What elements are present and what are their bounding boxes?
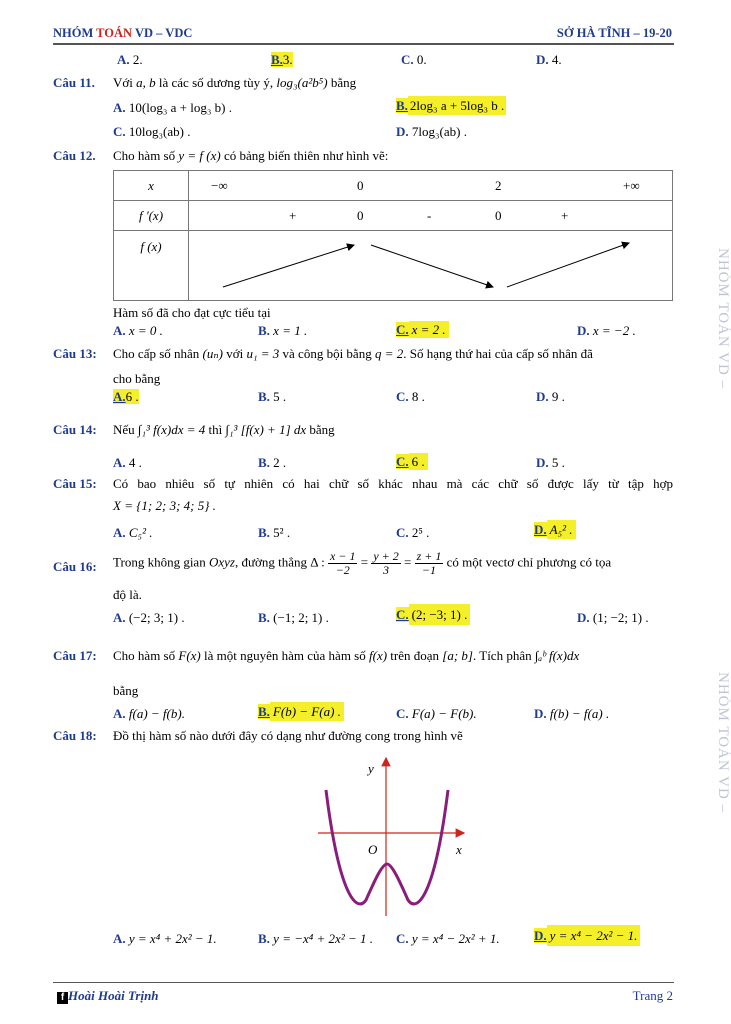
watermark-1: NHÓM TOÁN VD – xyxy=(715,248,731,390)
x-label: x xyxy=(456,842,462,857)
row-function-label: f (x) xyxy=(114,231,189,301)
facebook-icon: f xyxy=(57,992,68,1004)
graph xyxy=(310,752,470,918)
row-derivative-label: f '(x) xyxy=(114,201,189,231)
header-right: SỞ HÀ TĨNH – 19-20 xyxy=(556,26,672,40)
curve xyxy=(326,790,448,904)
variation-table: x −∞ 0 2 +∞ f '(x) + 0 - 0 + f (x) xyxy=(113,170,673,301)
header-left: NHÓM TOÁN VD – VDC xyxy=(53,26,193,40)
header-rule xyxy=(53,43,674,45)
footer-author: f Hoài Hoài Trịnh xyxy=(57,988,159,1004)
origin-label: O xyxy=(368,842,378,857)
watermark-2: NHÓM TOÁN VD – xyxy=(715,672,731,814)
footer-rule xyxy=(53,982,674,983)
footer-page: Trang 2 xyxy=(632,988,673,1003)
quartic-graph xyxy=(310,752,470,918)
row-x-label: x xyxy=(114,171,189,201)
y-label: y xyxy=(368,761,374,776)
variation-arrows xyxy=(189,231,673,301)
